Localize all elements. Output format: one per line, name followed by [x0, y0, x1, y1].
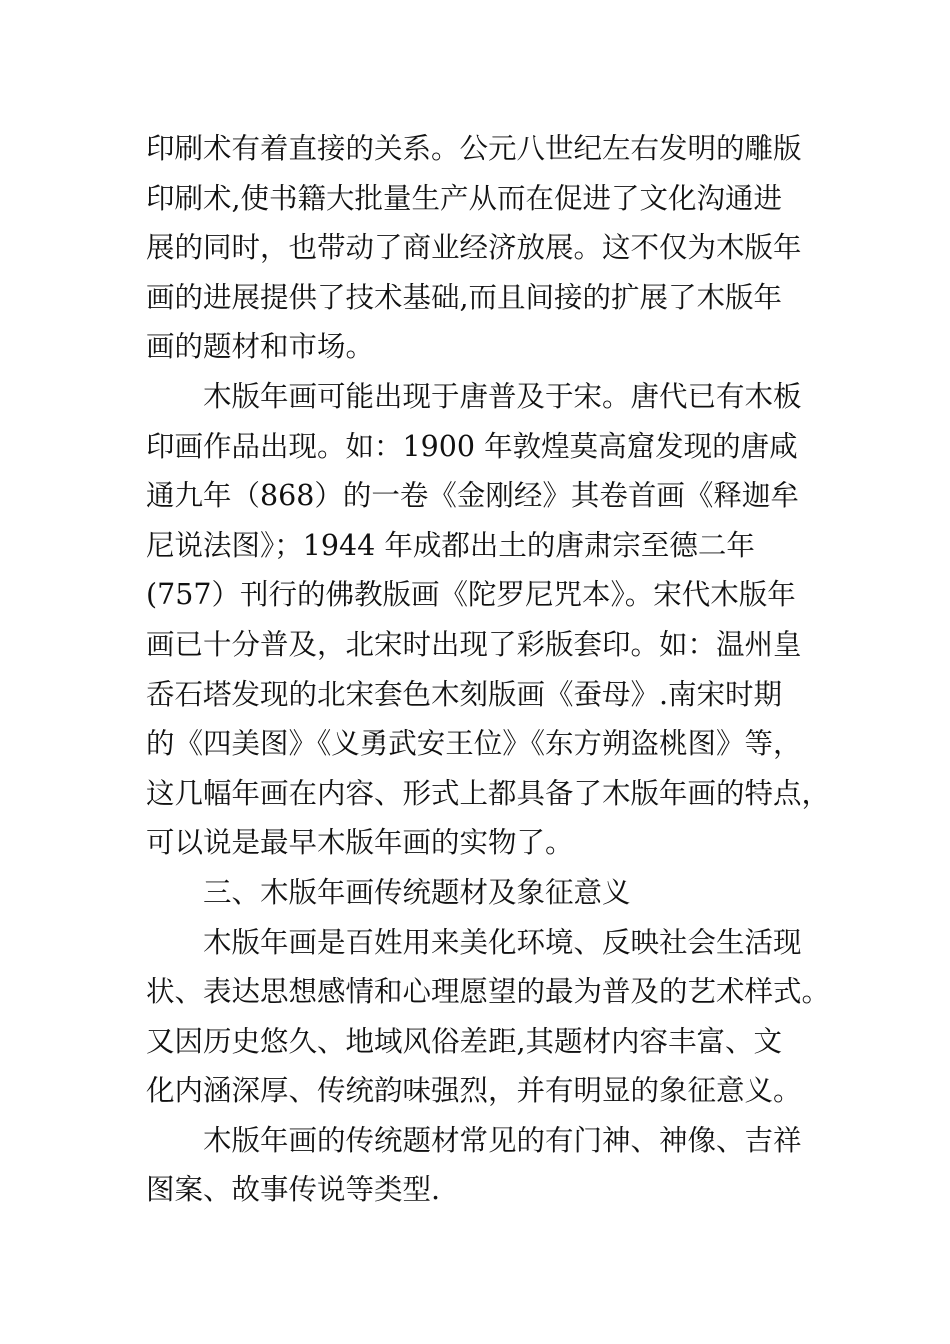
- paragraph-first-line: 木版年画的传统题材常见的有门神、神像、吉祥: [203, 1123, 802, 1157]
- text-line: (757）刊行的佛教版画《陀罗尼咒本》。宋代木版年: [146, 578, 796, 612]
- text-line: 图案、故事传说等类型.: [146, 1173, 441, 1207]
- text-line: 可以说是最早木版年画的实物了。: [146, 826, 574, 860]
- text-line: 岙石塔发现的北宋套色木刻版画《蚕母》.南宋时期: [146, 677, 783, 711]
- text-line: 画的题材和市场。: [146, 330, 375, 364]
- text-line: 这几幅年画在内容、形式上都具备了木版年画的特点，: [146, 776, 831, 810]
- text-line: 展的同时，也带动了商业经济放展。这不仅为木版年: [146, 231, 802, 265]
- paragraph-first-line: 木版年画是百姓用来美化环境、反映社会生活现: [203, 925, 802, 959]
- text-line: 状、表达思想感情和心理愿望的最为普及的艺术样式。: [146, 975, 831, 1009]
- text-line: 尼说法图》；1944 年成都出土的唐肃宗至德二年: [146, 528, 755, 562]
- text-line: 画已十分普及，北宋时出现了彩版套印。如：温州皇: [146, 627, 802, 661]
- section-heading: 三、木版年画传统题材及象征意义: [203, 875, 631, 909]
- body-text: [146, 124, 846, 1215]
- text-line: 通九年（868）的一卷《金刚经》其卷首画《释迦牟: [146, 479, 799, 513]
- text-line: 化内涵深厚、传统韵味强烈，并有明显的象征意义。: [146, 1074, 802, 1108]
- text-line: 印刷术有着直接的关系。公元八世纪左右发明的雕版: [146, 132, 802, 165]
- text-line: 的《四美图》《义勇武安王位》《东方朔盗桃图》等，: [146, 727, 802, 761]
- text-line: 画的进展提供了技术基础,而且间接的扩展了木版年: [146, 280, 783, 314]
- text-line: 印刷术,使书籍大批量生产从而在促进了文化沟通进: [146, 181, 783, 215]
- text-line: 又因历史悠久、地域风俗差距,其题材内容丰富、文: [146, 1024, 783, 1058]
- text-line: 印画作品出现。如：1900 年敦煌莫高窟发现的唐咸: [146, 429, 798, 463]
- paragraph-first-line: 木版年画可能出现于唐普及于宋。唐代已有木板: [203, 379, 802, 413]
